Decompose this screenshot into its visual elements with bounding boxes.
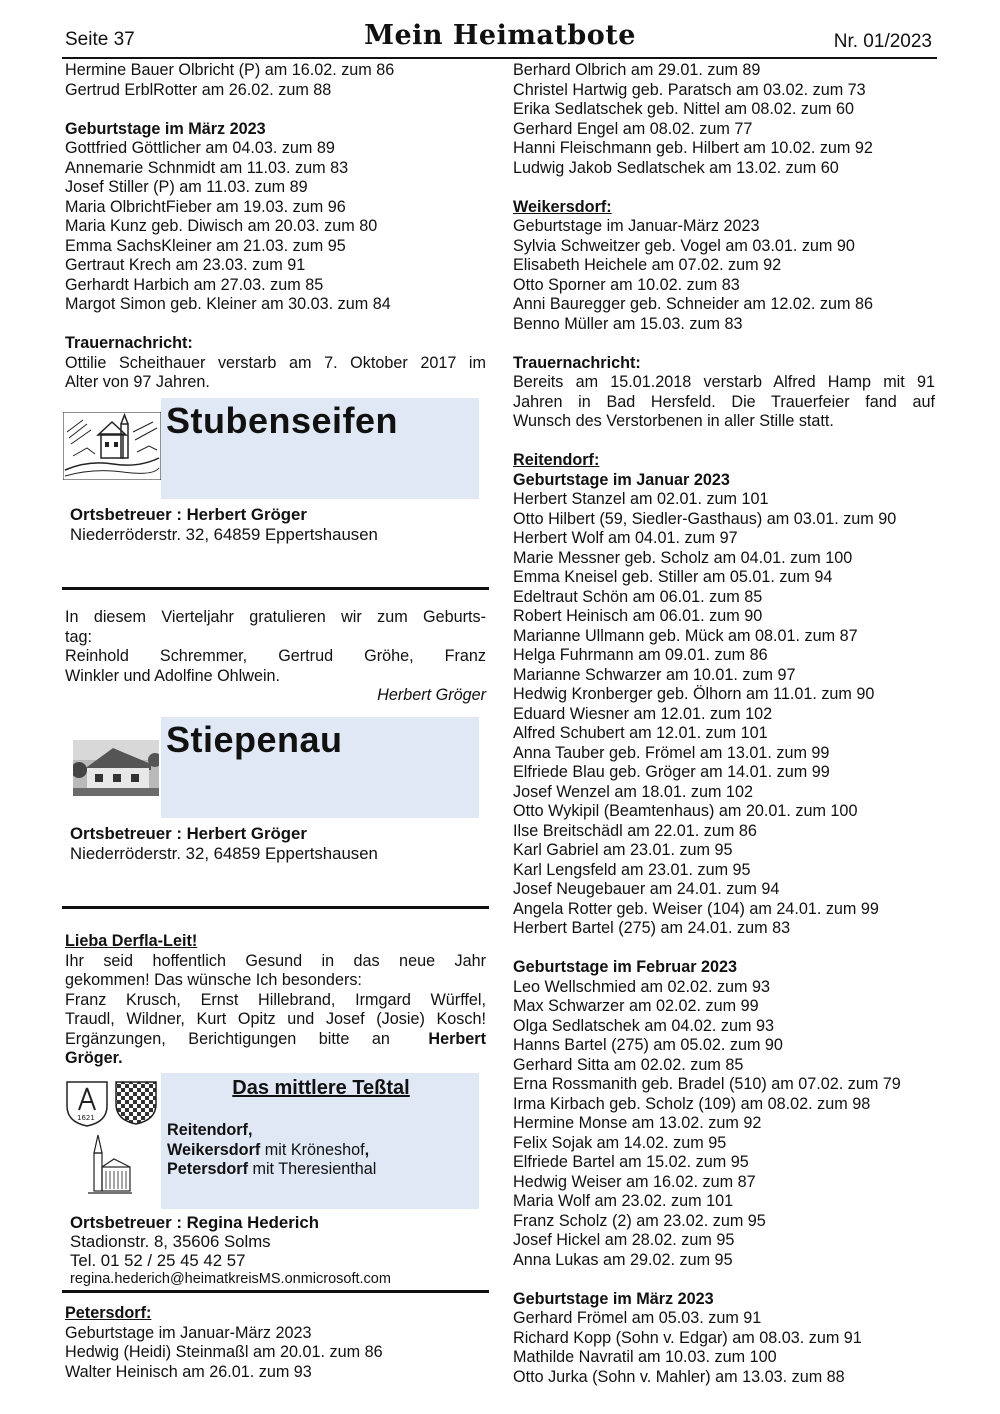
svg-text:1621: 1621 xyxy=(77,1114,95,1122)
list-item: Annemarie Schnmidt am 11.03. zum 83 xyxy=(65,158,349,177)
list-item: Otto Sporner am 10.02. zum 83 xyxy=(513,275,740,294)
place-separator: , xyxy=(364,1140,370,1159)
derfla-contact-name: Gröger. xyxy=(65,1049,123,1067)
trauer-heading: Trauernachricht: xyxy=(513,353,641,372)
place-name: Petersdorf xyxy=(167,1160,248,1178)
list-item: Olga Sedlatschek am 04.02. zum 93 xyxy=(513,1016,774,1035)
list-item: Elfriede Blau geb. Gröger am 14.01. zum 99 xyxy=(513,763,830,781)
list-item: Gottfried Göttlicher am 04.03. zum 89 xyxy=(65,139,335,157)
list-item: Anni Bauregger geb. Schneider am 12.02. zum 86 xyxy=(513,295,873,313)
list-item: Marianne Ullmann geb. Mück am 08.01. zum 87 xyxy=(513,626,858,645)
stubenseifen-title: Stubenseifen xyxy=(166,400,399,441)
stiepenau-title: Stiepenau xyxy=(166,719,343,760)
list-item: Eduard Wiesner am 12.01. zum 102 xyxy=(513,704,773,723)
list-item: Gerhardt Harbich am 27.03. zum 85 xyxy=(65,275,324,294)
list-item: Irma Kirbach geb. Scholz (109) am 08.02. zum 98 xyxy=(513,1094,871,1113)
left-column-top xyxy=(65,61,486,393)
trauer-text: Bereits am 15.01.2018 verstarb Alfred Hamp mit 91 xyxy=(513,373,935,391)
list-item: Gerhard Engel am 08.02. zum 77 xyxy=(513,119,753,138)
maerz-heading: Geburtstage im März 2023 xyxy=(513,1289,714,1308)
coat-of-arms-icon xyxy=(63,1080,111,1128)
list-item: Leo Wellschmied am 02.02. zum 93 xyxy=(513,977,771,996)
masthead-title: Mein Heimatbote xyxy=(364,20,636,51)
list-item: Josef Wenzel am 18.01. zum 102 xyxy=(513,782,753,801)
greeting-text: tag: xyxy=(65,627,93,646)
list-item: Gertrud ErblRotter am 26.02. zum 88 xyxy=(65,80,332,99)
list-item: Geburtstage im Januar-März 2023 xyxy=(65,1323,312,1342)
trauer-heading: Trauernachricht: xyxy=(65,334,193,352)
list-item: Alfred Schubert am 12.01. zum 101 xyxy=(513,724,768,742)
list-item: Margot Simon geb. Kleiner am 30.03. zum 84 xyxy=(65,295,391,313)
stiepenau-address: Niederröderstr. 32, 64859 Eppertshausen xyxy=(70,844,378,863)
list-item: Sylvia Schweitzer geb. Vogel am 03.01. zum 90 xyxy=(513,236,855,255)
list-item: Gerhard Sitta am 02.02. zum 85 xyxy=(513,1055,744,1074)
petersdorf-heading: Petersdorf: xyxy=(65,1304,152,1322)
list-item: Otto Wykipil (Beamtenhaus) am 20.01. zum 100 xyxy=(513,802,858,820)
list-item: Herbert Wolf am 04.01. zum 97 xyxy=(513,529,738,547)
list-item: Hermine Monse am 13.02. zum 92 xyxy=(513,1114,762,1132)
list-item: Maria Kunz geb. Diwisch am 20.03. zum 80 xyxy=(65,217,378,235)
list-item: Otto Jurka (Sohn v. Mahler) am 13.03. zum 88 xyxy=(513,1367,845,1386)
list-item: Josef Stiller (P) am 11.03. zum 89 xyxy=(65,178,308,196)
list-item: Robert Heinisch am 06.01. zum 90 xyxy=(513,607,763,625)
tesstal-betreuer: Ortsbetreuer : Regina Hederich xyxy=(70,1213,319,1232)
trauer-text: Wunsch des Verstorbenen in aller Stille statt. xyxy=(513,412,834,430)
section-divider xyxy=(62,906,489,909)
list-item: Otto Hilbert (59, Siedler-Gasthaus) am 03.01. zum 90 xyxy=(513,509,897,528)
list-item: Walter Heinisch am 26.01. zum 93 xyxy=(65,1362,312,1381)
derfla-text: Franz Krusch, Ernst Hillebrand, Irmgard Würffel, xyxy=(65,990,486,1009)
list-item: Richard Kopp (Sohn v. Edgar) am 08.03. zum 91 xyxy=(513,1328,862,1347)
list-item: Hedwig Weiser am 16.02. zum 87 xyxy=(513,1172,756,1191)
list-item: Emma Kneisel geb. Stiller am 05.01. zum 94 xyxy=(513,568,833,586)
greeting-text: In diesem Vierteljahr gratulieren wir zum Geburts- xyxy=(65,608,486,626)
right-column xyxy=(513,61,935,1387)
list-item: Josef Hickel am 28.02. zum 95 xyxy=(513,1231,735,1249)
list-item: Herbert Stanzel am 02.01. zum 101 xyxy=(513,490,769,508)
maerz-heading: Geburtstage im März 2023 xyxy=(65,119,266,138)
church-sketch-icon xyxy=(88,1133,132,1195)
list-item: Gerhard Frömel am 05.03. zum 91 xyxy=(513,1309,762,1327)
list-item: Anna Tauber geb. Frömel am 13.01. zum 99 xyxy=(513,743,830,762)
derfla-section xyxy=(65,932,486,1069)
derfla-heading: Lieba Derfla-Leit! xyxy=(65,932,198,950)
place-name: Reitendorf, xyxy=(167,1121,253,1139)
list-item: Hanni Fleischmann geb. Hilbert am 10.02. zum 92 xyxy=(513,139,873,157)
header-rule xyxy=(62,57,937,59)
village-sketch-icon xyxy=(63,412,161,480)
list-item: Elisabeth Heichele am 07.02. zum 92 xyxy=(513,256,782,274)
list-item: Hanns Bartel (275) am 05.02. zum 90 xyxy=(513,1036,783,1054)
list-item: Erika Sedlatschek geb. Nittel am 08.02. zum 60 xyxy=(513,100,855,118)
derfla-text: gekommen! Das wünsche Ich besonders: xyxy=(65,971,362,989)
stiepenau-betreuer: Ortsbetreuer : Herbert Gröger xyxy=(70,824,307,843)
list-item: Maria Wolf am 23.02. zum 101 xyxy=(513,1192,734,1210)
list-item: Angela Rotter geb. Weiser (104) am 24.01. zum 99 xyxy=(513,899,879,918)
trauer-text: Ottilie Scheithauer verstarb am 7. Oktober 2017 im xyxy=(65,353,486,372)
greeting-text: Reinhold Schremmer, Gertrud Gröhe, Franz xyxy=(65,647,486,665)
stubenseifen-betreuer: Ortsbetreuer : Herbert Gröger xyxy=(70,505,307,524)
list-item: Anna Lukas am 29.02. zum 95 xyxy=(513,1250,733,1269)
januar-heading: Geburtstage im Januar 2023 xyxy=(513,470,730,489)
tesstal-address: Stadionstr. 8, 35606 Solms xyxy=(70,1232,271,1251)
list-item: Emma SachsKleiner am 21.03. zum 95 xyxy=(65,236,346,255)
list-item: Mathilde Navratil am 10.03. zum 100 xyxy=(513,1348,777,1366)
place-detail: mit Theresienthal xyxy=(247,1160,377,1178)
list-item: Franz Scholz (2) am 23.02. zum 95 xyxy=(513,1211,766,1230)
derfla-text: Traudl, Wildner, Kurt Opitz und Josef (Josie) Kosch! xyxy=(65,1010,486,1028)
list-item: Benno Müller am 15.03. zum 83 xyxy=(513,314,743,333)
tesstal-phone: Tel. 01 52 / 25 45 42 57 xyxy=(70,1251,246,1270)
list-item: Josef Neugebauer am 24.01. zum 94 xyxy=(513,880,780,898)
section-divider xyxy=(62,587,489,590)
list-item: Herbert Bartel (275) am 24.01. zum 83 xyxy=(513,919,791,937)
list-item: Geburtstage im Januar-März 2023 xyxy=(513,217,760,235)
page-number: Seite 37 xyxy=(65,29,135,50)
list-item: Felix Sojak am 14.02. zum 95 xyxy=(513,1133,727,1152)
list-item: Berhard Olbrich am 29.01. zum 89 xyxy=(513,61,761,79)
list-item: Erna Rossmanith geb. Bradel (510) am 07.02. zum 79 xyxy=(513,1075,901,1093)
house-photo-icon xyxy=(73,740,159,796)
derfla-text xyxy=(65,1030,486,1050)
trauer-text: Alter von 97 Jahren. xyxy=(65,373,210,391)
coat-of-arms-checkered-icon xyxy=(113,1080,159,1126)
greeting-text: Winkler und Adolfine Ohlwein. xyxy=(65,666,281,685)
list-item: Elfriede Bartel am 15.02. zum 95 xyxy=(513,1153,749,1171)
list-item: Karl Lengsfeld am 23.01. zum 95 xyxy=(513,860,751,879)
place-detail: mit Kröneshof xyxy=(260,1140,365,1159)
issue-number: Nr. 01/2023 xyxy=(833,31,932,52)
weikersdorf-heading: Weikersdorf: xyxy=(513,197,612,216)
list-item: Gertraut Krech am 23.03. zum 91 xyxy=(65,256,306,274)
derfla-contact-name: Herbert xyxy=(428,1029,486,1048)
list-item: Karl Gabriel am 23.01. zum 95 xyxy=(513,841,733,859)
greeting-signature: Herbert Gröger xyxy=(377,686,486,704)
tesstal-email: regina.hederich@heimatkreisMS.onmicrosoft.com xyxy=(70,1271,391,1287)
list-item: Christel Hartwig geb. Paratsch am 03.02. zum 73 xyxy=(513,80,866,99)
list-item: Hedwig Kronberger geb. Ölhorn am 11.01. zum 90 xyxy=(513,685,875,703)
list-item: Hedwig (Heidi) Steinmaßl am 20.01. zum 86 xyxy=(65,1343,383,1361)
list-item: Max Schwarzer am 02.02. zum 99 xyxy=(513,997,759,1015)
list-item: Marianne Schwarzer am 10.01. zum 97 xyxy=(513,665,796,684)
list-item: Ilse Breitschädl am 22.01. zum 86 xyxy=(513,821,757,840)
stubenseifen-greeting xyxy=(65,608,486,706)
list-item: Maria OlbrichtFieber am 19.03. zum 96 xyxy=(65,197,346,216)
list-item: Marie Messner geb. Scholz am 04.01. zum 100 xyxy=(513,548,853,567)
section-divider xyxy=(62,1290,489,1293)
list-item: Helga Fuhrmann am 09.01. zum 86 xyxy=(513,646,768,664)
petersdorf-section xyxy=(65,1304,486,1382)
derfla-text: Ihr seid hoffentlich Gesund in das neue Jahr xyxy=(65,951,486,970)
reitendorf-heading: Reitendorf: xyxy=(513,451,600,469)
list-item: Edeltraut Schön am 06.01. zum 85 xyxy=(513,587,763,606)
trauer-text: Jahren in Bad Hersfeld. Die Trauerfeier fand auf xyxy=(513,392,935,411)
tesstal-places xyxy=(167,1121,376,1180)
list-item: Ludwig Jakob Sedlatschek am 13.02. zum 60 xyxy=(513,158,839,177)
tesstal-title: Das mittlere Teßtal xyxy=(232,1077,410,1099)
derfla-text-part: Ergänzungen, Berichtigungen bitte an xyxy=(65,1029,390,1048)
place-name: Weikersdorf xyxy=(167,1140,261,1159)
februar-heading: Geburtstage im Februar 2023 xyxy=(513,958,738,976)
list-item: Hermine Bauer Olbricht (P) am 16.02. zum 86 xyxy=(65,61,395,79)
stubenseifen-address: Niederröderstr. 32, 64859 Eppertshausen xyxy=(70,525,378,544)
